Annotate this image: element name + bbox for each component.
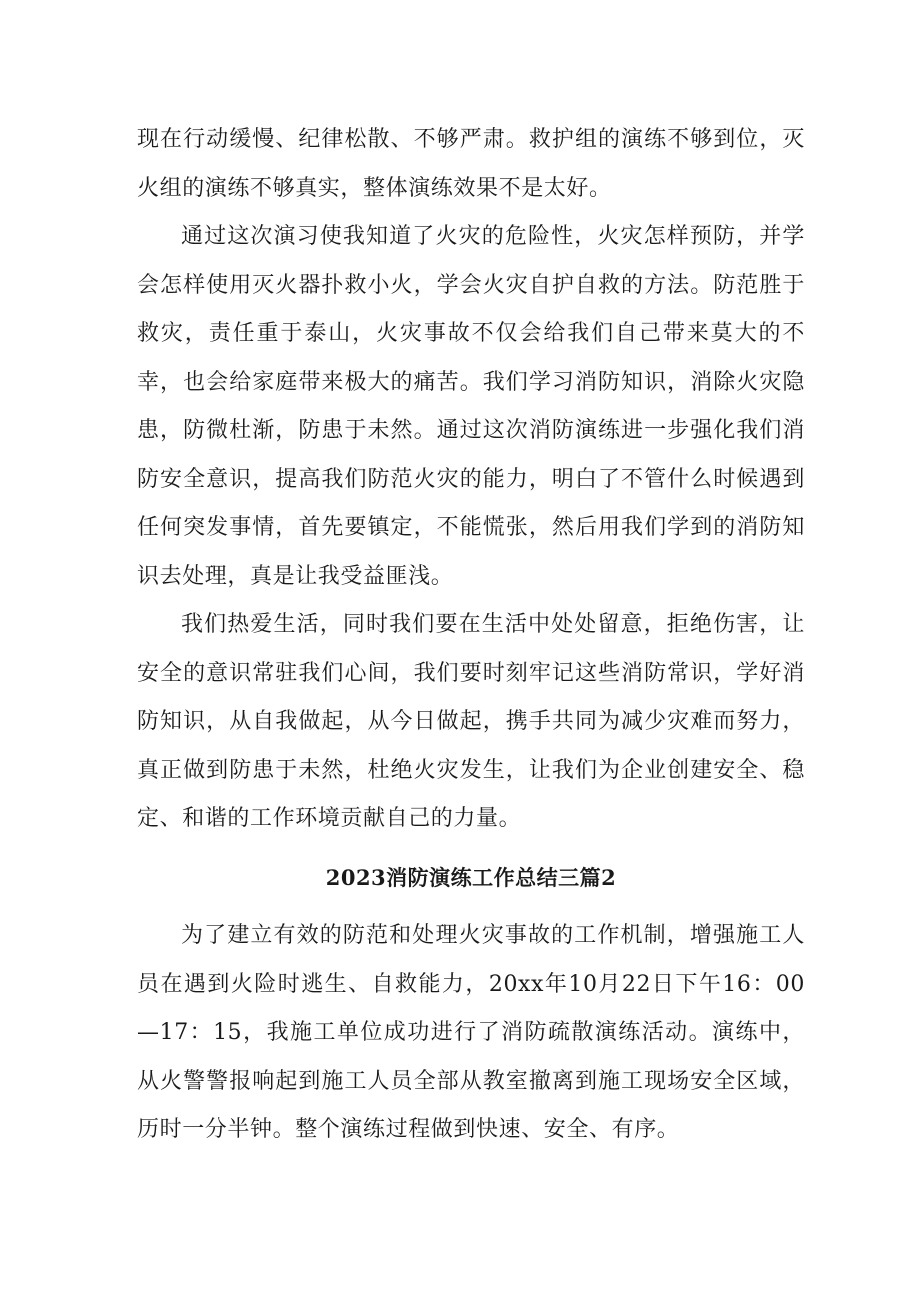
- paragraph-evacuation-drill: 为了建立有效的防范和处理火灾事故的工作机制，增强施工人员在遇到火险时逃生、自救能力，20xx年10月22日下午16：00—17：15，我施工单位成功进行了消防疏散演练活动。演练中，从火警警报响起到施工人员全部从教室撤离到施工现场安全区域，历时一分半钟。整个演练过程做到快速、安全、有序。: [137, 923, 805, 1142]
- paragraph-drill-lessons: 通过这次演习使我知道了火灾的危险性，火灾怎样预防，并学会怎样使用灭火器扑救小火，学会火灾自护自救的方法。防范胜于救灾，责任重于泰山，火灾事故不仅会给我们自己带来莫大的不幸，也会给家庭带来极大的痛苦。我们学习消防知识，消除火灾隐患，防微杜渐，防患于未然。通过这次消防演练进一步强化我们消防安全意识，提高我们防范火灾的能力，明白了不管什么时候遇到任何突发事情，首先要镇定，不能慌张，然后用我们学到的消防知识去处理，真是让我受益匪浅。: [137, 224, 805, 589]
- paragraph-safety-awareness: 我们热爱生活，同时我们要在生活中处处留意，拒绝伤害，让安全的意识常驻我们心间，我们要时刻牢记这些消防常识，学好消防知识，从自我做起，从今日做起，携手共同为减少灾难而努力，真正做到防患于未然，杜绝火灾发生，让我们为企业创建安全、稳定、和谐的工作环境贡献自己的力量。: [137, 612, 805, 831]
- document-body: [137, 116, 805, 1155]
- section-heading: 2023消防演练工作总结三篇2: [325, 864, 617, 890]
- paragraph-drill-problems: 现在行动缓慢、纪律松散、不够严肃。救护组的演练不够到位，灭火组的演练不够真实，整体演练效果不是太好。: [137, 127, 805, 201]
